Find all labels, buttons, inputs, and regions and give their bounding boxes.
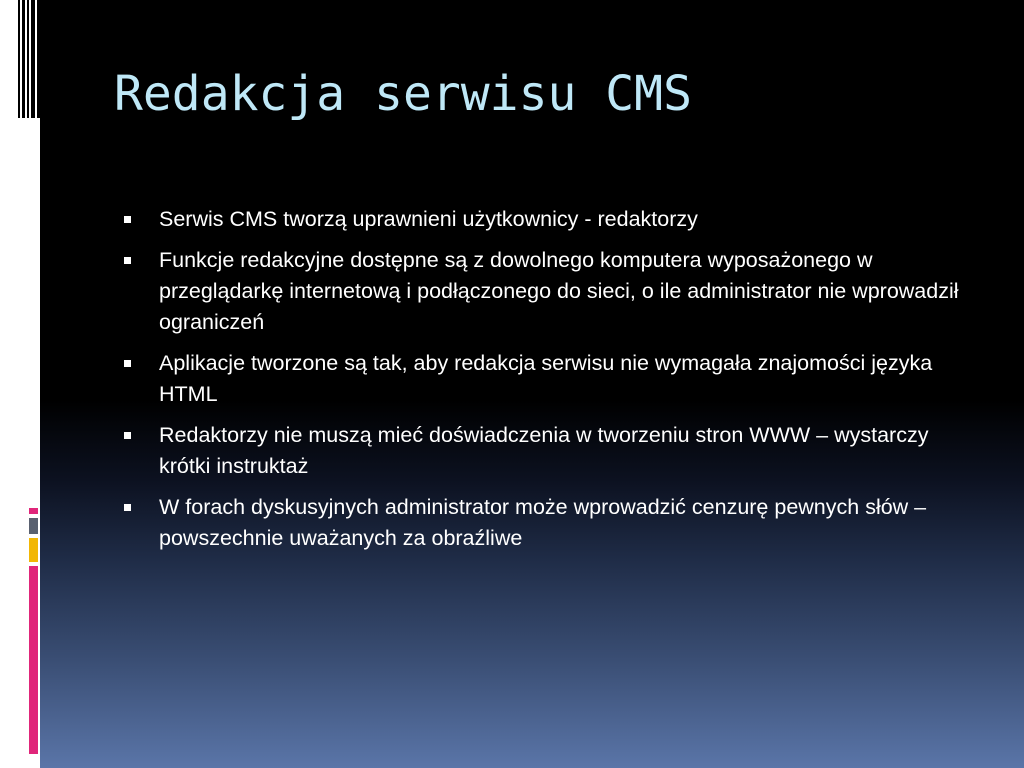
bullet-item: [124, 245, 964, 338]
bullet-text: Redaktorzy nie muszą mieć doświadczenia w tworzeniu stron WWW – wystarczy krótki instruktaż: [159, 423, 929, 478]
vertical-lines-decoration: [18, 0, 40, 120]
square-bullet-icon: [124, 216, 131, 223]
bullet-list: [124, 204, 964, 564]
accent-bar-pink: [29, 566, 38, 754]
bullet-item: [124, 420, 964, 482]
square-bullet-icon: [124, 257, 131, 264]
left-decorative-strip: [0, 0, 40, 768]
slide-title: Redakcja serwisu CMS: [114, 66, 692, 122]
bullet-text: Funkcje redakcyjne dostępne są z dowolnego komputera wyposażonego w przeglądarkę internetową i podłączonego do sieci, o ile administrator nie wprowadził ograniczeń: [159, 248, 959, 334]
bullet-item: [124, 348, 964, 410]
bullet-text: Aplikacje tworzone są tak, aby redakcja serwisu nie wymagała znajomości języka HTML: [159, 351, 933, 406]
accent-bar-gray: [29, 518, 38, 534]
square-bullet-icon: [124, 432, 131, 439]
bullet-text: Serwis CMS tworzą uprawnieni użytkownicy - redaktorzy: [159, 207, 698, 231]
accent-bar-yellow: [29, 538, 38, 562]
bullet-text: W forach dyskusyjnych administrator może wprowadzić cenzurę pewnych słów – powszechnie uważanych za obraźliwe: [159, 495, 927, 550]
bullet-item: [124, 492, 964, 554]
square-bullet-icon: [124, 360, 131, 367]
square-bullet-icon: [124, 504, 131, 511]
bullet-item: [124, 204, 964, 235]
accent-bar-pink-small: [29, 508, 38, 514]
